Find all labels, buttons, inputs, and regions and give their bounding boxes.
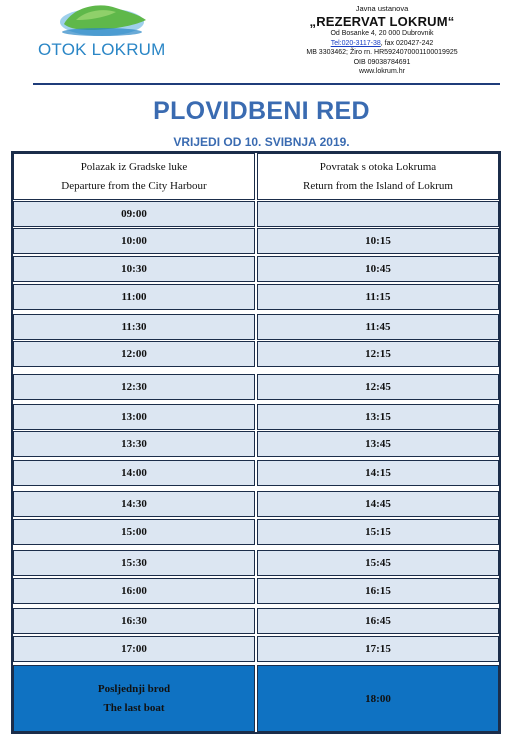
return-time-cell: 15:45 (257, 550, 499, 576)
departure-time-cell: 09:00 (13, 201, 255, 227)
institution-name: „REZERVAT LOKRUM“ (309, 14, 455, 29)
return-time-cell (257, 201, 499, 227)
return-time-cell: 14:45 (257, 491, 499, 517)
institution-ids: MB 3303462; Žiro rn. HR5924070001100019925 (306, 49, 458, 56)
departure-time-cell: 10:30 (13, 256, 255, 282)
departure-time-cell: 11:30 (13, 314, 255, 340)
departure-time-cell: 14:00 (13, 460, 255, 486)
last-boat-label-hr: Posljednji brod (97, 682, 171, 695)
header-divider (33, 83, 500, 85)
header-return-en: Return from the Island of Lokrum (303, 179, 453, 192)
logo-text: OTOK LOKRUM (38, 40, 166, 59)
return-time-cell: 12:45 (257, 374, 499, 400)
return-time-cell: 13:15 (257, 404, 499, 430)
institution-header (287, 4, 477, 77)
page-title: PLOVIDBENI RED (153, 97, 370, 125)
departure-time-cell: 13:00 (13, 404, 255, 430)
last-boat-return-cell: 18:00 (257, 665, 499, 732)
last-boat-label-en: The last boat (103, 701, 165, 714)
return-time-cell: 17:15 (257, 636, 499, 662)
departure-time-cell: 10:00 (13, 228, 255, 254)
return-time-cell: 15:15 (257, 519, 499, 545)
header-return (257, 153, 499, 200)
return-time-cell: 13:45 (257, 431, 499, 457)
return-time-cell: 11:45 (257, 314, 499, 340)
return-time-cell: 10:45 (257, 256, 499, 282)
departure-time-cell: 12:00 (13, 341, 255, 367)
lokrum-logo (28, 0, 178, 62)
departure-time-cell: 15:00 (13, 519, 255, 545)
departure-time-cell: 16:00 (13, 578, 255, 604)
departure-time-cell: 15:30 (13, 550, 255, 576)
fax-text: , fax 020427-242 (380, 39, 434, 47)
departure-time-cell: 14:30 (13, 491, 255, 517)
institution-address: Od Bosanke 4, 20 000 Dubrovnik (330, 30, 434, 37)
return-time-cell: 11:15 (257, 284, 499, 310)
header-departure (13, 153, 255, 200)
return-time-cell: 16:45 (257, 608, 499, 634)
phone-link[interactable]: Tel:020-3117-38 (330, 39, 381, 47)
last-boat-label-cell (13, 665, 255, 732)
departure-time-cell: 11:00 (13, 284, 255, 310)
institution-phone-line (287, 39, 477, 49)
return-time-cell: 10:15 (257, 228, 499, 254)
timetable (11, 151, 501, 734)
header-return-hr: Povratak s otoka Lokruma (319, 161, 437, 174)
institution-web: www.lokrum.hr (359, 68, 405, 75)
return-time-cell: 16:15 (257, 578, 499, 604)
return-time-cell: 12:15 (257, 341, 499, 367)
page-subtitle: VRIJEDI OD 10. SVIBNJA 2019. (173, 135, 350, 149)
departure-time-cell: 16:30 (13, 608, 255, 634)
header-departure-en: Departure from the City Harbour (61, 179, 207, 192)
departure-time-cell: 12:30 (13, 374, 255, 400)
departure-time-cell: 13:30 (13, 431, 255, 457)
island-logo-icon (50, 0, 160, 40)
institution-type: Javna ustanova (355, 4, 409, 13)
institution-oib: OIB 09038784691 (353, 58, 411, 66)
departure-time-cell: 17:00 (13, 636, 255, 662)
header-departure-hr: Polazak iz Gradske luke (80, 161, 188, 174)
return-time-cell: 14:15 (257, 460, 499, 486)
